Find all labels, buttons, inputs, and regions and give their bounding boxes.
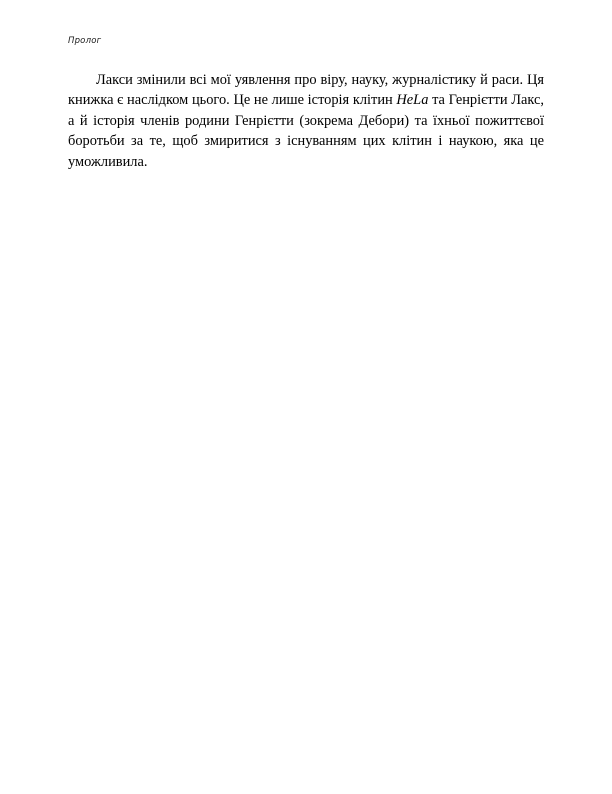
body-text-block	[68, 70, 544, 172]
paragraph: Лакси змінили всі мої уявлення про віру, науку, журналістику й раси. Ця книжка є наслідком цього. Це не лише історія клітин HeLa та Генрієтти Лакс, а й історія членів родини Генрієтти (зокрема Дебори) та їхньої пожиттєвої боротьби за те, щоб змиритися з існуванням цих клітин і наукою, яка це уможливила.	[68, 72, 544, 170]
running-head: Пролог	[68, 36, 102, 46]
